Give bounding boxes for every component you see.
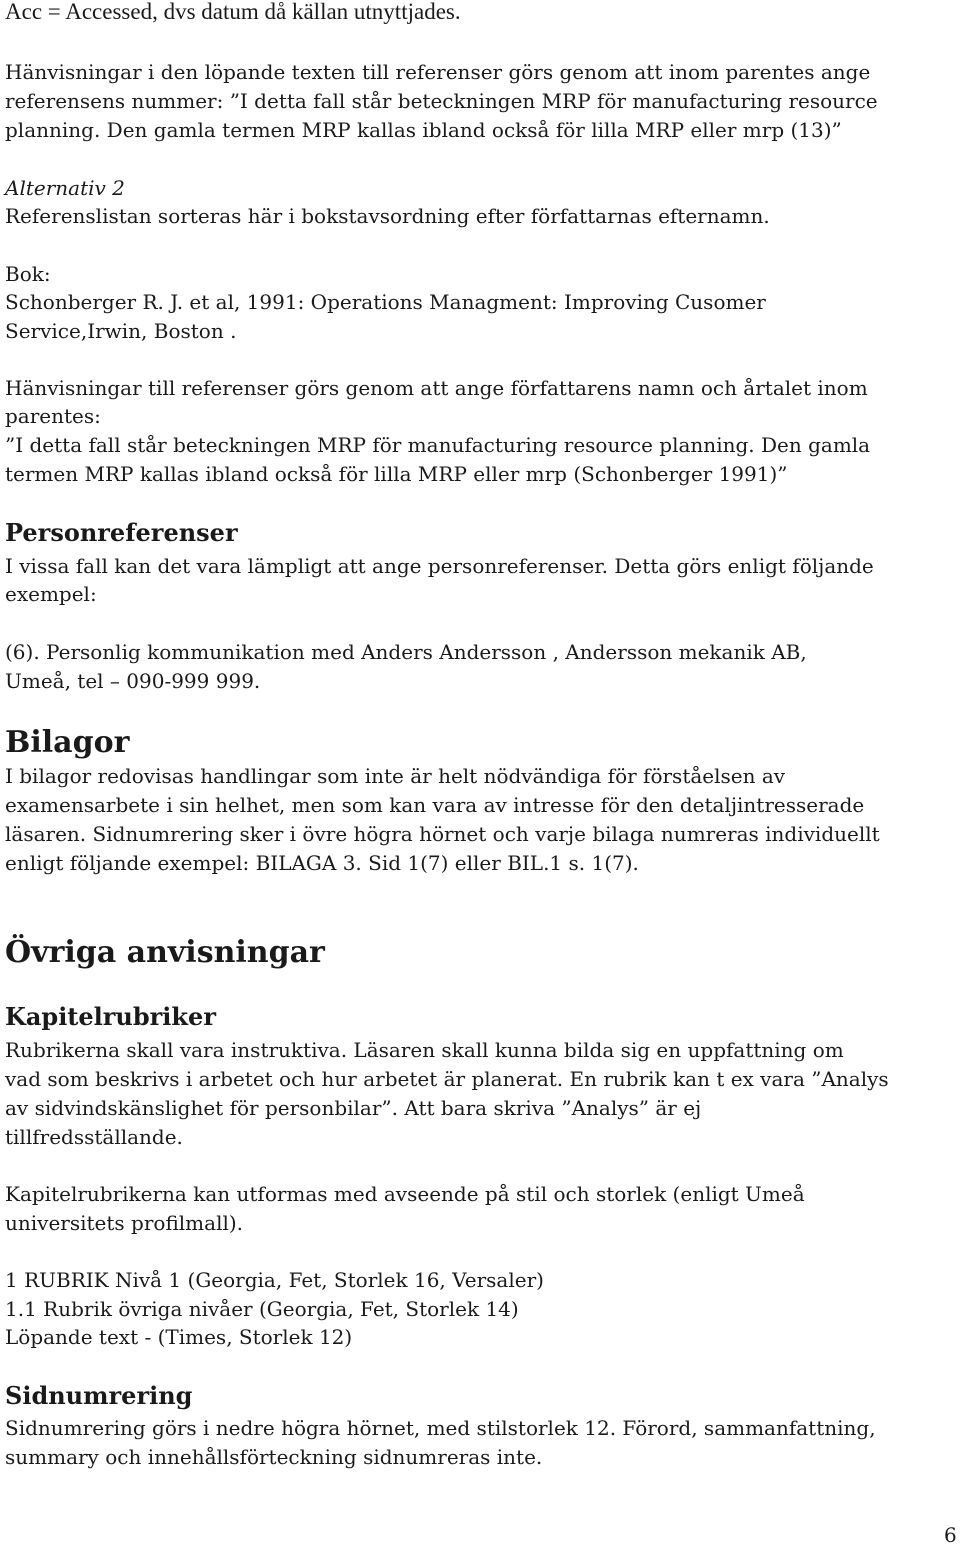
alt1-text-line: planning. Den gamla termen MRP kallas ibland också för lilla MRP eller mrp (13)”: [5, 118, 842, 142]
personref-text-line: exempel:: [5, 582, 97, 606]
alt2-text-line: ”I detta fall står beteckningen MRP för manufacturing resource planning. Den gamla: [5, 433, 871, 457]
sidnumrering-heading: Sidnumrering: [5, 1381, 193, 1410]
rubrik-level-line: Löpande text - (Times, Storlek 12): [5, 1325, 353, 1349]
bilagor-text-line: läsaren. Sidnumrering sker i övre högra hörnet och varje bilaga numreras individuellt: [5, 822, 880, 846]
book-reference-line: Service,Irwin, Boston .: [5, 319, 237, 343]
kapitel-text-line: av sidvindskänslighet för personbilar”. Att bara skriva ”Analys” är ej: [5, 1096, 702, 1120]
bilagor-text-line: examensarbete i sin helhet, men som kan vara av intresse för den detaljintresserade: [5, 793, 865, 817]
kapitel-text-line: Rubrikerna skall vara instruktiva. Läsaren skall kunna bilda sig en uppfattning om: [5, 1038, 844, 1062]
alt1-text-line: referensens nummer: ”I detta fall står beteckningen MRP för manufacturing resource: [5, 89, 878, 113]
alt2-description: Referenslistan sorteras här i bokstavsordning efter författarnas efternamn.: [5, 204, 770, 228]
alt2-text-line: termen MRP kallas ibland också för lilla MRP eller mrp (Schonberger 1991)”: [5, 462, 788, 486]
sidnum-text-line: Sidnumrering görs i nedre högra hörnet, med stilstorlek 12. Förord, sammanfattning,: [5, 1416, 876, 1440]
personref-example-line: (6). Personlig kommunikation med Anders Andersson , Andersson mekanik AB,: [5, 640, 807, 664]
kapitel-text-line: tillfredsställande.: [5, 1125, 183, 1149]
kapitel-text2-line: Kapitelrubrikerna kan utformas med avseende på stil och storlek (enligt Umeå: [5, 1182, 805, 1206]
personreferenser-heading: Personreferenser: [5, 518, 238, 547]
rubrik-level-line: 1 RUBRIK Nivå 1 (Georgia, Fet, Storlek 16, Versaler): [5, 1268, 544, 1292]
alt2-text-line: Hänvisningar till referenser görs genom att ange författarens namn och årtalet inom: [5, 376, 868, 400]
alt2-text-line: parentes:: [5, 404, 101, 428]
sidnum-text-line: summary och innehållsförteckning sidnumreras inte.: [5, 1445, 543, 1469]
ovriga-anvisningar-heading: Övriga anvisningar: [5, 935, 325, 970]
book-reference-line: Schonberger R. J. et al, 1991: Operations Managment: Improving Cusomer: [5, 290, 766, 314]
kapitel-text2-line: universitets profilmall).: [5, 1211, 244, 1235]
personref-example-line: Umeå, tel – 090-999 999.: [5, 669, 261, 693]
kapitel-text-line: vad som beskrivs i arbetet och hur arbetet är planerat. En rubrik kan t ex vara ”Analys: [5, 1067, 889, 1091]
book-label: Bok:: [5, 262, 51, 286]
bilagor-text-line: enligt följande exempel: BILAGA 3. Sid 1(7) eller BIL.1 s. 1(7).: [5, 851, 639, 875]
alt1-text-line: Hänvisningar i den löpande texten till referenser görs genom att inom parentes ange: [5, 60, 871, 84]
personref-text-line: I vissa fall kan det vara lämpligt att ange personreferenser. Detta görs enligt följande: [5, 554, 874, 578]
bilagor-heading: Bilagor: [5, 725, 130, 760]
accessed-note: Acc = Accessed, dvs datum då källan utnyttjades.: [5, 0, 461, 24]
kapitelrubriker-heading: Kapitelrubriker: [5, 1002, 216, 1031]
page-number: 6: [944, 1523, 957, 1547]
alt2-heading: Alternativ 2: [5, 176, 125, 200]
bilagor-text-line: I bilagor redovisas handlingar som inte är helt nödvändiga för förståelsen av: [5, 764, 786, 788]
rubrik-level-line: 1.1 Rubrik övriga nivåer (Georgia, Fet, Storlek 14): [5, 1297, 519, 1321]
